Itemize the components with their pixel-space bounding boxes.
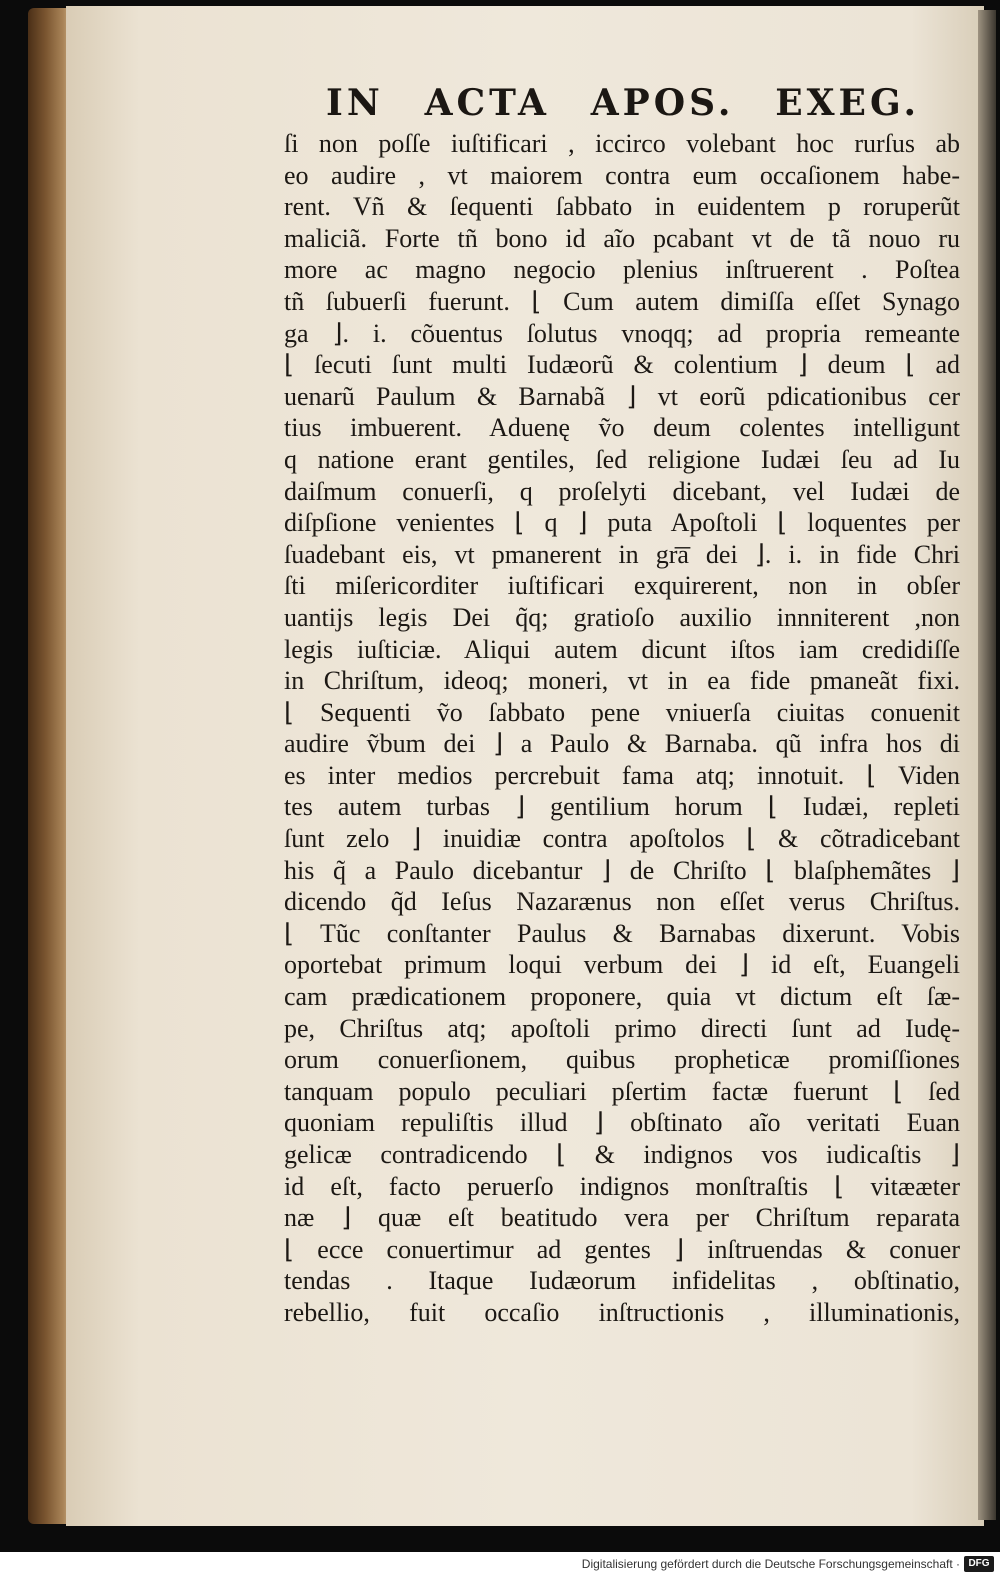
- running-head-word: IN: [326, 82, 384, 124]
- text-line: id eſt, facto peruerſo indignos monſtraſtis ⌊ vitææter: [284, 1171, 960, 1201]
- text-line: tes autem turbas ⌋ gentilium horum ⌊ Iudæi, repleti: [284, 792, 960, 822]
- text-line: ⌊ ſecuti ſunt multi Iudæorũ & colentium ⌋ deum ⌊ ad: [284, 350, 960, 380]
- running-head-word: ACTA: [424, 82, 550, 124]
- text-line: gelicæ contradicendo ⌊ & indignos vos iudicaſtis ⌋: [284, 1140, 960, 1169]
- text-line: pe, Chriſtus atq; apoſtoli primo directi ſunt ad Iudę-: [284, 1013, 960, 1043]
- text-line: næ ⌋ quæ eſt beatitudo vera per Chriſtum reparata: [284, 1203, 960, 1233]
- text-line: ⌊ Sequenti ṽo ſabbato pene vniuerſa ciuitas conuenit: [284, 697, 960, 727]
- text-line: audire ṽbum dei ⌋ a Paulo & Barnaba. qũ infra hos di: [284, 729, 960, 759]
- text-line: tñ ſubuerſi fuerunt. ⌊ Cum autem dimiſſa eſſet Synago: [284, 286, 960, 316]
- text-line: ⌊ Tũc conſtanter Paulus & Barnabas dixerunt. Vobis: [284, 918, 960, 948]
- text-line: ſti miſericorditer iuſtificari exquirerent, non in obſer: [284, 571, 960, 601]
- text-line: cam prædicationem proponere, quia vt dictum eſt ſæ-: [284, 982, 960, 1012]
- text-line: ſi non poſſe iuſtificari , iccirco volebant hoc rurſus ab: [284, 129, 960, 158]
- text-line: uenarũ Paulum & Barnabã ⌋ vt eorũ pdicationibus cer: [284, 381, 960, 411]
- body-text: [284, 128, 960, 1329]
- text-line: more ac magno negocio plenius inſtruerent . Poſtea: [284, 255, 960, 285]
- text-line: quoniam repuliſtis illud ⌋ obſtinato aĩo veritati Euan: [284, 1108, 960, 1138]
- text-line: dicendo q̃d Ieſus Nazarænus non eſſet verus Chriſtus.: [284, 887, 960, 917]
- text-line: in Chriſtum, ideoq; moneri, vt in ea fide pmaneãt fixi.: [284, 666, 960, 696]
- text-line: rebellio, fuit occaſio inſtructionis , illuminationis,: [284, 1297, 960, 1327]
- text-line: uantijs legis Dei q̃q; gratioſo auxilio innniterent ,non: [284, 602, 960, 632]
- text-line: tendas . Itaque Iudæorum infidelitas , obſtinatio,: [284, 1266, 960, 1296]
- text-line: ga ⌋. i. cõuentus ſolutus vnoqq; ad propria remeante: [284, 318, 960, 348]
- text-line: tanquam populo peculiari pſertim factæ fuerunt ⌊ ſed: [284, 1076, 960, 1106]
- text-line: his q̃ a Paulo dicebantur ⌋ de Chriſto ⌊ blaſphemãtes ⌋: [284, 855, 960, 885]
- text-line: rent. Vñ & ſequenti ſabbato in euidentem p roruperũt: [284, 192, 960, 222]
- text-line: legis iuſticiæ. Aliqui autem dicunt iſtos iam credidiſſe: [284, 634, 960, 664]
- text-line: oportebat primum loqui verbum dei ⌋ id eſt, Euangeli: [284, 950, 960, 980]
- text-line: es inter medios percrebuit fama atq; innotuit. ⌊ Viden: [284, 760, 960, 790]
- text-line: ſunt zelo ⌋ inuidiæ contra apoſtolos ⌊ & cõtradicebant: [284, 824, 960, 854]
- text-line: ⌊ ecce conuertimur ad gentes ⌋ inſtruendas & conuer: [284, 1234, 960, 1264]
- footer-bar: [0, 1552, 1000, 1578]
- funding-credit: Digitalisierung gefördert durch die Deutsche Forschungsgemeinschaft ·: [581, 1557, 960, 1571]
- running-head-word: EXEG.: [775, 82, 920, 124]
- text-line: maliciã. Forte tñ bono id aĩo pcabant vt de tã nouo ru: [284, 223, 960, 253]
- running-head-word: APOS.: [590, 82, 735, 124]
- text-line: daiſmum conuerſi, q proſelyti dicebant, vel Iudæi de: [284, 476, 960, 506]
- text-line: orum conuerſionem, quibus propheticæ promiſſiones: [284, 1045, 960, 1075]
- text-line: q natione erant gentiles, ſed religione Iudæi ſeu ad Iu: [284, 444, 960, 474]
- text-line: tius imbuerent. Aduenę ṽo deum colentes intelligunt: [284, 413, 960, 443]
- text-line: diſpſione venientes ⌊ q ⌋ puta Apoſtoli ⌊ loquentes per: [284, 508, 960, 538]
- text-line: ſuadebant eis, vt pmanerent in gr͞a dei ⌋. i. in fide Chri: [284, 539, 960, 569]
- text-line: eo audire , vt maiorem contra eum occaſionem habe-: [284, 160, 960, 190]
- page-gutter-shadow: [978, 10, 996, 1520]
- dfg-logo: DFG: [964, 1556, 994, 1572]
- running-head: [326, 82, 920, 124]
